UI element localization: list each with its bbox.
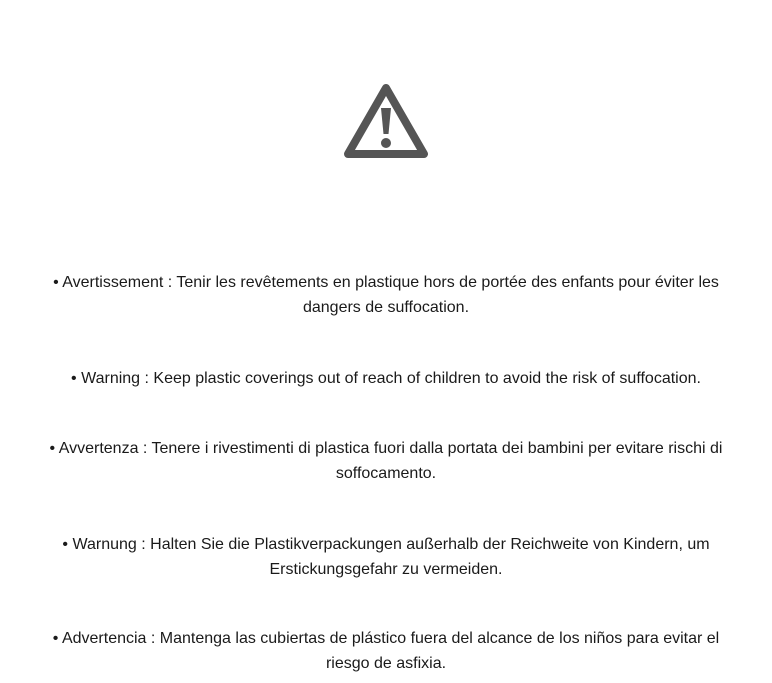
warning-icon-container	[0, 82, 772, 162]
notice-spanish: • Advertencia : Mantenga las cubiertas de plástico fuera del alcance de los niños para evitar el riesgo de asfixia.	[52, 630, 720, 672]
notice-french: • Avertissement : Tenir les revêtements en plastique hors de portée des enfants pour éviter les dangers de suffocation.	[53, 274, 719, 316]
notice-english: • Warning : Keep plastic coverings out of reach of children to avoid the risk of suffocation.	[71, 370, 701, 387]
notice-italian: • Avvertenza : Tenere i rivestimenti di plastica fuori dalla portata dei bambini per evitare rischi di soffocamento.	[49, 440, 723, 482]
warning-triangle-icon	[342, 82, 430, 162]
notice-german: • Warnung : Halten Sie die Plastikverpackungen außerhalb der Reichweite von Kindern, um Erstickungsgefahr zu vermeiden.	[62, 536, 710, 578]
